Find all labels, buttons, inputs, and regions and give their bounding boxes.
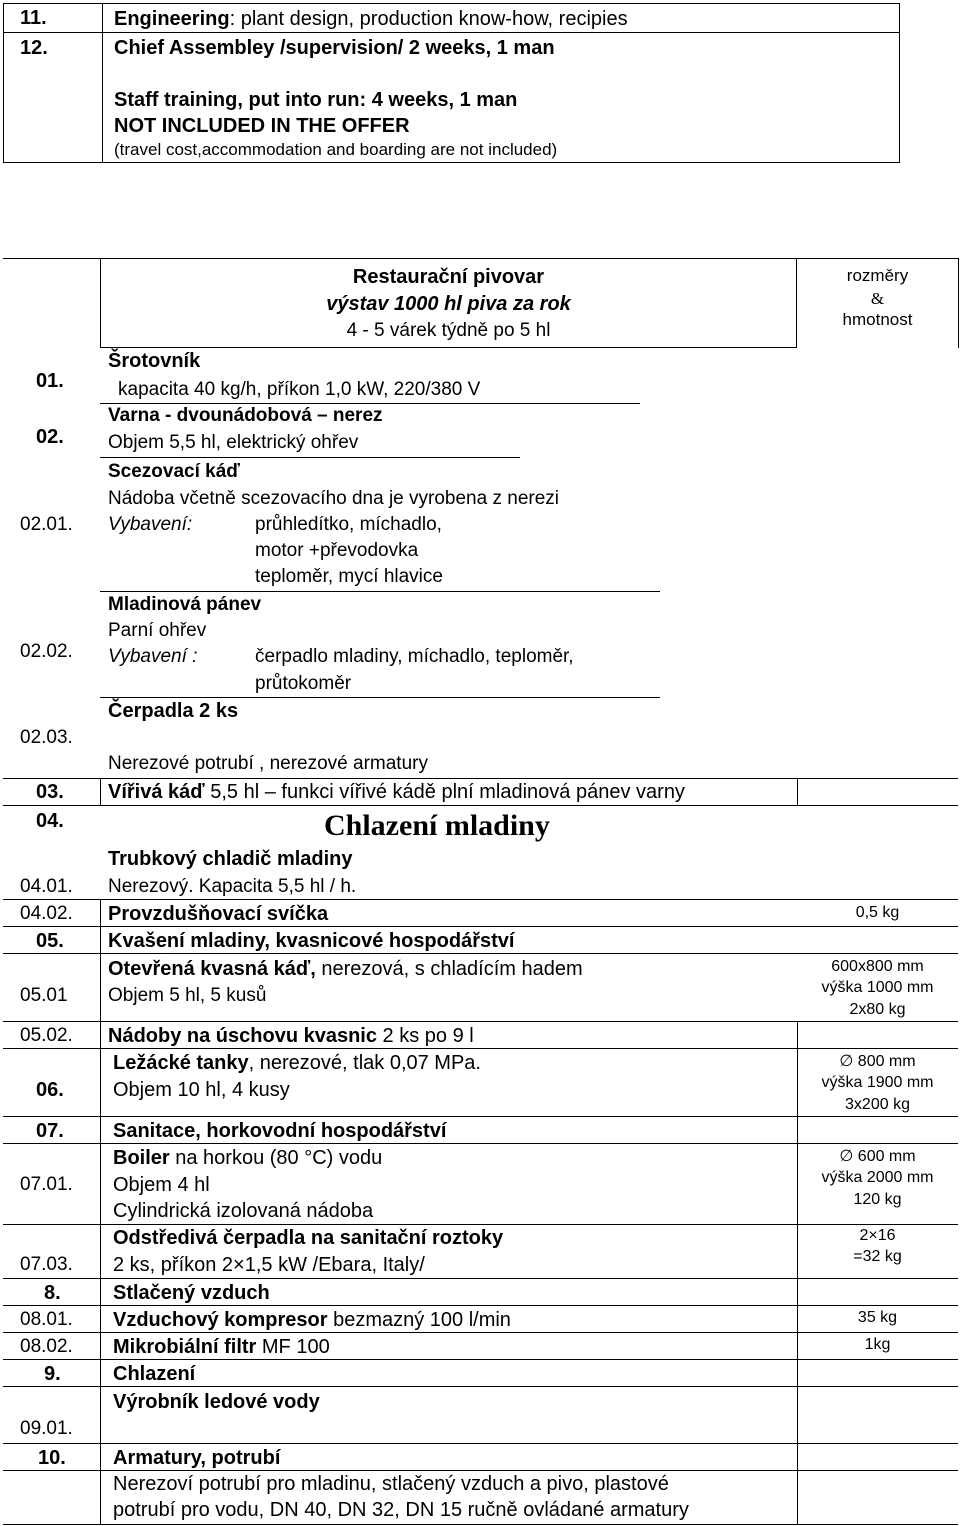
item-text: 2 ks, příkon 2×1,5 kW /Ebara, Italy/ <box>113 1254 425 1276</box>
item-text: Objem 5 hl, 5 kusů <box>108 985 267 1006</box>
item-text: kapacita 40 kg/h, příkon 1,0 kW, 220/380 V <box>118 379 481 400</box>
engineering-label: Engineering <box>114 8 230 30</box>
item-text <box>108 781 685 803</box>
top-table-row-divider <box>3 32 900 33</box>
item-text: Objem 5,5 hl, elektrický ohřev <box>108 432 359 453</box>
lager-label: Ležácké tanky <box>113 1052 249 1074</box>
item-dims: výška 1900 mm <box>821 1074 934 1091</box>
item-text: Nádoba včetně scezovacího dna je vyrobena z nerezi <box>108 488 559 509</box>
item-number: 01. <box>36 370 64 392</box>
item-title: Výrobník ledové vody <box>113 1391 320 1413</box>
equipment-label: Vybavení : <box>108 646 198 667</box>
lager-desc: , nerezové, tlak 0,07 MPa. <box>248 1052 481 1074</box>
row-12-line2: Staff training, put into run: 4 weeks, 1 man <box>114 89 518 111</box>
item-text: potrubí pro vodu, DN 40, DN 32, DN 15 ručně ovládané armatury <box>113 1499 689 1521</box>
fermenter-label: Otevřená kvasná káď, <box>108 958 316 980</box>
table-top-line <box>3 258 958 259</box>
item-dims: 35 kg <box>857 1309 898 1326</box>
item-title: Stlačený vzduch <box>113 1282 270 1304</box>
equipment-item: motor +převodovka <box>255 540 419 561</box>
item-title: Mladinová pánev <box>108 594 262 615</box>
brewery-batches: 4 - 5 várek týdně po 5 hl <box>346 320 551 341</box>
row-line <box>3 1524 958 1525</box>
item-text: Objem 4 hl <box>113 1174 210 1196</box>
dims-header-1: rozměry <box>846 266 909 285</box>
item-number: 02.02. <box>20 641 73 662</box>
boiler-desc: na horkou (80 °C) vodu <box>169 1147 383 1169</box>
item-number: 04.02. <box>20 903 73 924</box>
item-title <box>108 1025 474 1047</box>
row-line <box>3 1278 958 1279</box>
equipment-item: teploměr, mycí hlavice <box>255 566 443 587</box>
brewery-title: Restaurační pivovar <box>352 266 545 288</box>
item-title: Šrotovník <box>108 350 201 372</box>
item-number: 08.01. <box>20 1309 73 1330</box>
item-dims: =32 kg <box>853 1248 902 1265</box>
item-number: 02.03. <box>20 727 73 748</box>
item-title: Kvašení mladiny, kvasnicové hospodářství <box>108 930 515 952</box>
filter-label: Mikrobiální filtr <box>113 1336 257 1358</box>
engineering-desc: : plant design, production know-how, recipies <box>229 8 628 30</box>
equipment-item: čerpadlo mladiny, míchadlo, teploměr, <box>255 646 574 667</box>
item-number: 03. <box>36 781 64 803</box>
item-text: Parní ohřev <box>108 620 207 641</box>
item-number: 04. <box>36 810 64 832</box>
item-number: 07.03. <box>20 1254 73 1275</box>
item-number: 09.01. <box>20 1418 73 1439</box>
equipment-item: průtokoměr <box>255 673 352 694</box>
row-line <box>3 1224 958 1225</box>
top-table-divider <box>102 3 103 163</box>
row-line <box>3 1048 958 1049</box>
item-text: Objem 10 hl, 4 kusy <box>113 1079 290 1101</box>
item-dims: výška 1000 mm <box>821 979 934 996</box>
item-number: 07.01. <box>20 1174 73 1195</box>
item-text: Cylindrická izolovaná nádoba <box>113 1200 374 1222</box>
col-line <box>100 778 101 805</box>
item-title: Odstředivá čerpadla na sanitační roztoky <box>113 1227 504 1249</box>
row-line <box>3 1359 958 1360</box>
item-text: Nerezoví potrubí pro mladinu, stlačený vzduch a pivo, plastové <box>113 1473 669 1495</box>
divider <box>100 697 660 698</box>
row-line <box>3 953 958 954</box>
item-title: Scezovací káď <box>108 461 240 482</box>
item-title: Trubkový chladič mladiny <box>108 848 353 870</box>
item-text: Nerezový. Kapacita 5,5 hl / h. <box>108 876 357 897</box>
yeast-label: Nádoby na úschovu kvasnic <box>108 1025 377 1047</box>
item-number: 05.02. <box>20 1025 73 1046</box>
divider <box>100 403 640 404</box>
row-line <box>3 1386 958 1387</box>
row-12-number: 12. <box>20 37 48 59</box>
row-line <box>3 899 958 900</box>
item-dims: 2x80 kg <box>849 1001 906 1018</box>
equipment-label: Vybavení: <box>108 514 193 535</box>
row-line <box>3 1143 958 1144</box>
item-dims: 600x800 mm <box>831 958 924 975</box>
brewery-output: výstav 1000 hl piva za rok <box>326 293 571 315</box>
row-11-text <box>114 8 628 30</box>
divider <box>100 457 520 458</box>
item-number: 02.01. <box>20 514 73 535</box>
compressor-desc: bezmazný 100 l/min <box>327 1309 511 1331</box>
item-dims: 120 kg <box>853 1191 902 1208</box>
row-line <box>3 1332 958 1333</box>
item-dims: ∅ 600 mm <box>839 1148 916 1165</box>
row-line <box>3 1443 958 1444</box>
dims-header-2: & <box>870 289 885 308</box>
row-line <box>3 778 958 779</box>
yeast-desc: 2 ks po 9 l <box>376 1025 474 1047</box>
fermenter-desc: nerezová, s chladícím hadem <box>315 958 583 980</box>
col-line <box>797 1021 798 1524</box>
item-number: 02. <box>36 426 64 448</box>
compressor-label: Vzduchový kompresor <box>113 1309 328 1331</box>
item-title: Armatury, potrubí <box>113 1447 281 1469</box>
row-line <box>3 926 958 927</box>
item-number: 8. <box>44 1282 61 1304</box>
item-dims: výška 2000 mm <box>821 1169 934 1186</box>
row-11-number: 11. <box>20 7 47 29</box>
col-line <box>797 778 798 805</box>
item-dims: 3x200 kg <box>845 1096 910 1113</box>
item-title <box>113 1052 481 1074</box>
item-title <box>113 1147 382 1169</box>
item-title: Sanitace, horkovodní hospodářství <box>113 1120 447 1142</box>
item-title: Provzdušňovací svíčka <box>108 903 329 925</box>
item-title: Varna - dvounádobová – nerez <box>108 405 383 426</box>
item-dims: ∅ 800 mm <box>839 1053 916 1070</box>
item-dims: 2×16 <box>859 1227 896 1244</box>
item-title <box>108 958 583 980</box>
item-number: 04.01. <box>20 876 73 897</box>
item-number: 9. <box>44 1363 61 1385</box>
item-text: Nerezové potrubí , nerezové armatury <box>108 753 428 774</box>
row-12-line4: (travel cost,accommodation and boarding are not included) <box>114 140 558 159</box>
equipment-item: průhledítko, míchadlo, <box>255 514 442 535</box>
table-right-line <box>958 258 959 348</box>
item-dims: 0,5 kg <box>855 904 900 921</box>
section-title: Chlazení mladiny <box>324 809 550 842</box>
item-number: 05. <box>36 930 64 952</box>
item-number: 08.02. <box>20 1336 73 1357</box>
col-line <box>100 899 101 1524</box>
row-line <box>3 1470 958 1471</box>
divider <box>100 591 660 592</box>
item-title <box>113 1309 511 1331</box>
row-line <box>3 1021 958 1022</box>
whirlpool-label: Vířivá káď <box>108 781 205 803</box>
row-line <box>3 805 958 806</box>
item-dims: 1kg <box>864 1336 891 1353</box>
row-line <box>3 1305 958 1306</box>
filter-desc: MF 100 <box>256 1336 330 1358</box>
item-number: 06. <box>36 1079 64 1101</box>
item-title <box>113 1336 330 1358</box>
item-number: 05.01 <box>20 985 68 1006</box>
boiler-label: Boiler <box>113 1147 170 1169</box>
item-title: Chlazení <box>113 1363 196 1385</box>
item-number: 10. <box>38 1447 66 1469</box>
item-title: Čerpadla 2 ks <box>108 700 239 722</box>
item-number: 07. <box>36 1120 64 1142</box>
row-line <box>3 1116 958 1117</box>
dims-header-3: hmotnost <box>842 310 913 329</box>
whirlpool-desc: 5,5 hl – funkci vířivé kádě plní mladinová pánev varny <box>204 781 685 803</box>
row-12-line3: NOT INCLUDED IN THE OFFER <box>114 115 410 137</box>
row-12-line1: Chief Assembley /supervision/ 2 weeks, 1 man <box>114 37 555 59</box>
